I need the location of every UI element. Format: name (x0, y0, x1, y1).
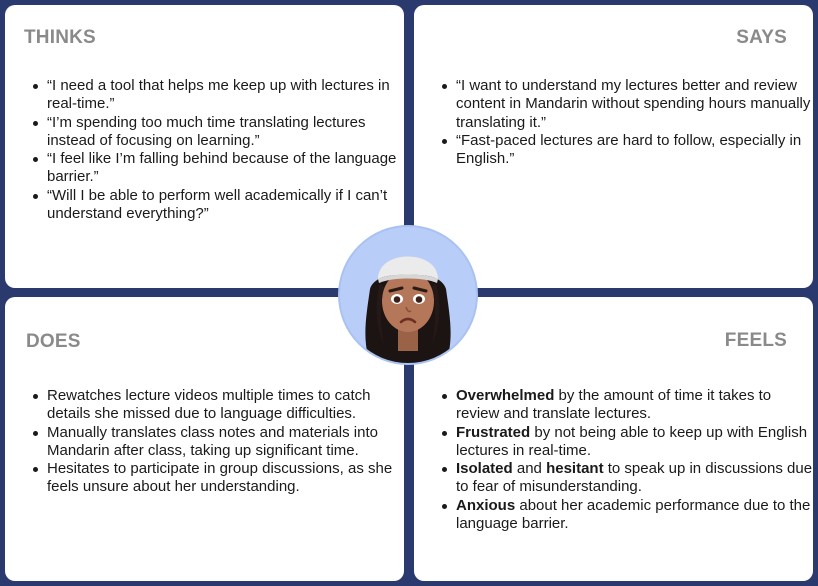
says-quadrant (414, 5, 813, 288)
list-item (456, 387, 816, 424)
list-item (456, 424, 816, 461)
avatar (338, 225, 478, 365)
list-item (47, 387, 405, 424)
emphasis-text: hesitant (546, 460, 604, 478)
item-text: to speak up in discussions due to fear of misunderstanding. (456, 460, 813, 496)
list-item (47, 114, 397, 151)
list-item (47, 150, 397, 187)
emphasis-text: Overwhelmed (456, 387, 555, 404)
does-list (25, 387, 405, 497)
item-text: about her academic performance due to the language barrier. (456, 496, 811, 533)
emphasis-text: Frustrated (456, 423, 531, 441)
list-item (47, 187, 397, 224)
says-title: SAYS (736, 27, 787, 48)
emphasis-text: Anxious (456, 496, 516, 514)
item-text: Hesitates to participate in group discussions, as she feels unsure about her understanding. (47, 460, 393, 496)
item-text: “Will I be able to perform well academically if I can’t understand everything?” (47, 186, 388, 223)
item-text: “I’m spending too much time translating lectures instead of focusing on learning.” (47, 113, 366, 149)
list-item (47, 460, 405, 497)
item-text: “I want to understand my lectures better and review content in Mandarin without spending hours manually translating it.” (456, 77, 811, 131)
thinks-title: THINKS (24, 27, 96, 48)
item-text: by not being able to keep up with English lectures in real-time. (456, 423, 808, 459)
thinks-quadrant (5, 5, 404, 288)
feels-quadrant (414, 297, 813, 581)
emphasis-text: Isolated (456, 460, 513, 478)
does-title: DOES (26, 331, 81, 352)
list-item (456, 497, 816, 534)
thinks-list (25, 77, 397, 223)
list-item (456, 460, 816, 497)
item-text: “I feel like I’m falling behind because of the language barrier.” (47, 150, 397, 186)
list-item (456, 77, 816, 132)
item-text: Manually translates class notes and materials into Mandarin after class, taking up significant time. (47, 423, 378, 459)
item-text: by the amount of time it takes to review and translate lectures. (456, 387, 772, 423)
item-text: “Fast-paced lectures are hard to follow, especially in English.” (456, 131, 802, 168)
feels-title: FEELS (724, 330, 787, 351)
does-quadrant (5, 297, 404, 581)
list-item (47, 424, 405, 461)
item-text: “I need a tool that helps me keep up with lectures in real-time.” (47, 77, 390, 113)
worried-student-avatar-icon (340, 227, 476, 363)
item-text: Rewatches lecture videos multiple times to catch details she missed due to language difficulties. (47, 387, 371, 423)
list-item (456, 132, 816, 169)
list-item (47, 77, 397, 114)
item-text: and (512, 460, 547, 478)
feels-list (434, 387, 816, 533)
says-list (434, 77, 816, 168)
